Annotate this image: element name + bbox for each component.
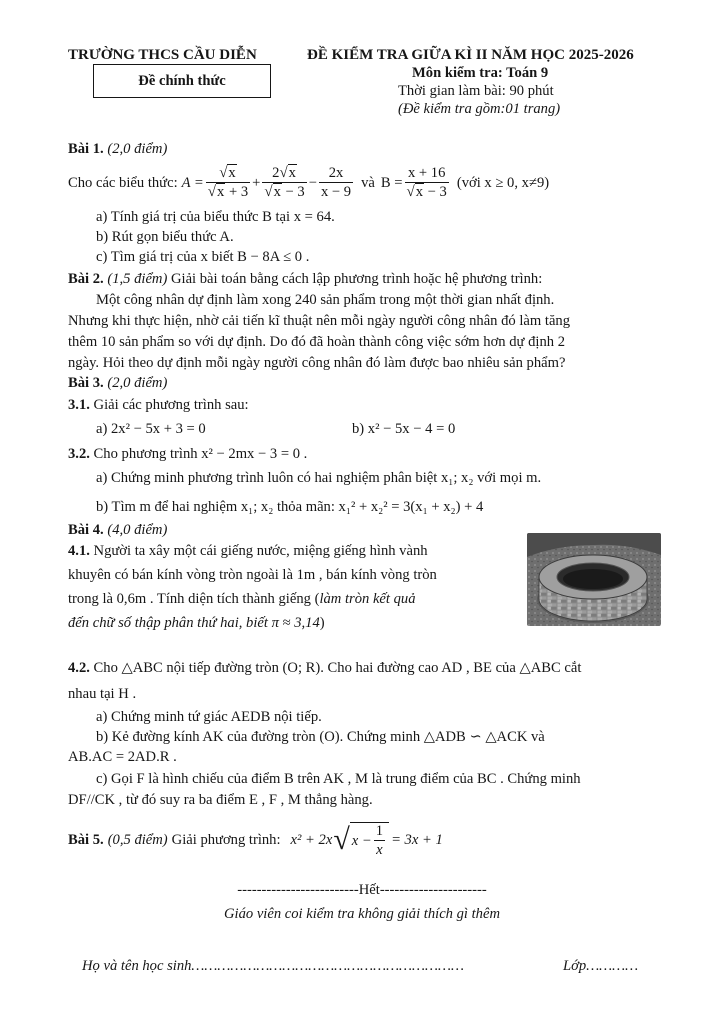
- bai3-1-label: 3.1.: [68, 397, 90, 413]
- expr-a-label: A =: [181, 174, 204, 191]
- bai2-line-1: Một công nhân dự định làm xong 240 sản phẩm trong một thời gian nhất định.: [96, 292, 555, 308]
- bai5-title: Bài 5.: [68, 831, 104, 848]
- well-photo: [527, 533, 661, 626]
- bai2-line-4: ngày. Hỏi theo dự định mỗi ngày người công nhân đó làm được bao nhiêu sản phẩm?: [68, 355, 566, 371]
- bai3-1-text: Giải các phương trình sau:: [93, 397, 249, 413]
- bai5-equation-left: x² + 2x: [290, 831, 333, 848]
- bai4-2-part-c-2: DF//CK , từ đó suy ra ba điểm E , F , M thẳng hàng.: [68, 792, 373, 808]
- bai3-1-heading: [68, 396, 668, 414]
- bai5-radical-sign: √: [333, 823, 350, 856]
- bai4-2-part-a: a) Chứng minh tứ giác AEDB nội tiếp.: [96, 709, 322, 725]
- school-name: TRƯỜNG THCS CẦU DIỄN: [68, 47, 257, 63]
- bai4-2-label: 4.2.: [68, 660, 90, 676]
- bai1-intro: Cho các biểu thức:: [68, 174, 178, 191]
- exam-duration: Thời gian làm bài: 90 phút: [398, 83, 554, 99]
- bai4-2-part-c-1: c) Gọi F là hình chiếu của điểm B trên AK , M là trung điểm của BC . Chứng minh: [96, 771, 581, 787]
- bai3-2-text: Cho phương trình x² − 2mx − 3 = 0 .: [93, 446, 308, 462]
- frac-a3: $\frac{2x}{x - 9}$: [320, 164, 352, 200]
- bai2-line-3: thêm 10 sản phẩm so với dự định. Do đó đã hoàn thành công việc sớm hơn dự định 2: [68, 334, 565, 350]
- bai3-2-label: 3.2.: [68, 446, 90, 462]
- official-label-box: [93, 64, 271, 98]
- bai3-1-eq-b: b) x² − 5x − 4 = 0: [352, 421, 456, 437]
- bai3-2-part-b: b) Tìm m để hai nghiệm x₁; x₂ thỏa mãn: x₁² + x₂² = 3(x₁ + x₂) + 4: [96, 499, 484, 515]
- teacher-note: Giáo viên coi kiểm tra không giải thích gì thêm: [223, 906, 500, 922]
- exam-subject: Môn kiểm tra: Toán 9: [412, 65, 549, 81]
- bai1-condition: (với x ≥ 0, x≠9): [456, 174, 550, 191]
- bai5-equation-right: = 3x + 1: [391, 831, 443, 848]
- bai4-1-text-3a: trong là 0,6m . Tính diện tích thành giếng (: [68, 591, 320, 607]
- bai4-1-line-4: [68, 614, 325, 632]
- bai1-part-c: c) Tìm giá trị của x biết B − 8A ≤ 0 .: [96, 249, 310, 265]
- bai4-2-part-b-1: b) Kẻ đường kính AK của đường tròn (O). Chứng minh △ADB ∽ △ACK và: [96, 729, 545, 745]
- bai2-points: (1,5 điểm): [107, 271, 168, 287]
- bai4-1-label: 4.1.: [68, 543, 90, 559]
- frac-a2: $\frac{2√x}{√x - 3}$: [264, 164, 305, 200]
- bai1-heading: [68, 140, 668, 158]
- bai3-points: (2,0 điểm): [107, 375, 168, 391]
- frac-a1: $\frac{√x}{√x + 3}$: [207, 164, 249, 200]
- bai3-title: Bài 3.: [68, 375, 104, 391]
- bai4-1-text-1: Người ta xây một cái giếng nước, miệng giếng hình vành: [93, 543, 428, 559]
- end-marker: -------------------------Hết----------------------: [237, 882, 487, 898]
- bai5-points: (0,5 điểm): [107, 831, 168, 848]
- bai3-2-part-a: a) Chứng minh phương trình luôn có hai nghiệm phân biệt x₁; x₂ với mọi m.: [96, 470, 542, 486]
- bai1-expressions: Cho các biểu thức: A = $\frac{√x}{√x + 3}$ + $\frac{2√x}{√x - 3}$ − $\frac{2x}{x - 9}$ và B = $\frac{x + 16}{√x - 3}$ (với x ≥ 0, x≠9): [68, 164, 550, 200]
- bai1-part-a: a) Tính giá trị của biểu thức B tại x = 64.: [96, 209, 335, 225]
- bai4-1-line-3: [68, 590, 416, 608]
- frac-b: $\frac{x + 16}{√x - 3}$: [406, 164, 447, 200]
- bai5-line: [68, 817, 668, 863]
- well-image: [527, 533, 661, 626]
- bai4-1-text-4-end: ): [319, 615, 325, 631]
- exam-title: ĐỀ KIỂM TRA GIỮA KÌ II NĂM HỌC 2025-2026: [307, 47, 634, 63]
- class-field: Lớp…………: [563, 958, 639, 974]
- bai4-1-line-2: khuyên có bán kính vòng tròn ngoài là 1m , bán kính vòng tròn: [68, 567, 437, 583]
- bai2-title: Bài 2.: [68, 271, 104, 287]
- bai4-1-text-3b: làm tròn kết quả: [319, 591, 416, 607]
- bai3-2-heading: [68, 445, 668, 463]
- bai4-1-line-1: [68, 542, 428, 560]
- bai1-part-b: b) Rút gọn biểu thức A.: [96, 229, 234, 245]
- bai4-points: (4,0 điểm): [107, 522, 168, 538]
- bai5-instruction: Giải phương trình:: [171, 831, 281, 848]
- bai1-title: Bài 1.: [68, 141, 104, 157]
- bai4-2-part-b-2: AB.AC = 2AD.R .: [68, 749, 177, 765]
- bai4-2-line-2: nhau tại H .: [68, 686, 137, 702]
- bai5-radicand: x − $\frac{1}{x}$: [350, 822, 389, 859]
- student-name-field: Họ và tên học sinh………………………………………………………: [82, 958, 464, 974]
- bai4-title: Bài 4.: [68, 522, 104, 538]
- official-label: Đề chính thức: [138, 72, 226, 89]
- bai4-2-line-1: [68, 659, 668, 677]
- bai2-instruction: Giải bài toán bằng cách lập phương trình hoặc hệ phương trình:: [170, 271, 543, 287]
- bai3-heading: [68, 374, 668, 392]
- bai2-line-2: Nhưng khi thực hiện, nhờ cải tiến kĩ thuật nên mỗi ngày người công nhân đó làm tăng: [68, 313, 571, 329]
- bai3-1-eq-a: a) 2x² − 5x + 3 = 0: [96, 421, 206, 437]
- exam-pages-note: (Đề kiểm tra gồm:01 trang): [398, 101, 561, 117]
- bai1-points: (2,0 điểm): [107, 141, 168, 157]
- bai4-2-text-1: Cho △ABC nội tiếp đường tròn (O; R). Cho hai đường cao AD , BE của △ABC cắt: [93, 660, 582, 676]
- expr-b-label: B =: [380, 174, 403, 191]
- bai4-1-text-4: đến chữ số thập phân thứ hai, biết π ≈ 3,14: [68, 615, 320, 631]
- bai1-and: và: [361, 174, 375, 191]
- bai2-heading: [68, 270, 668, 288]
